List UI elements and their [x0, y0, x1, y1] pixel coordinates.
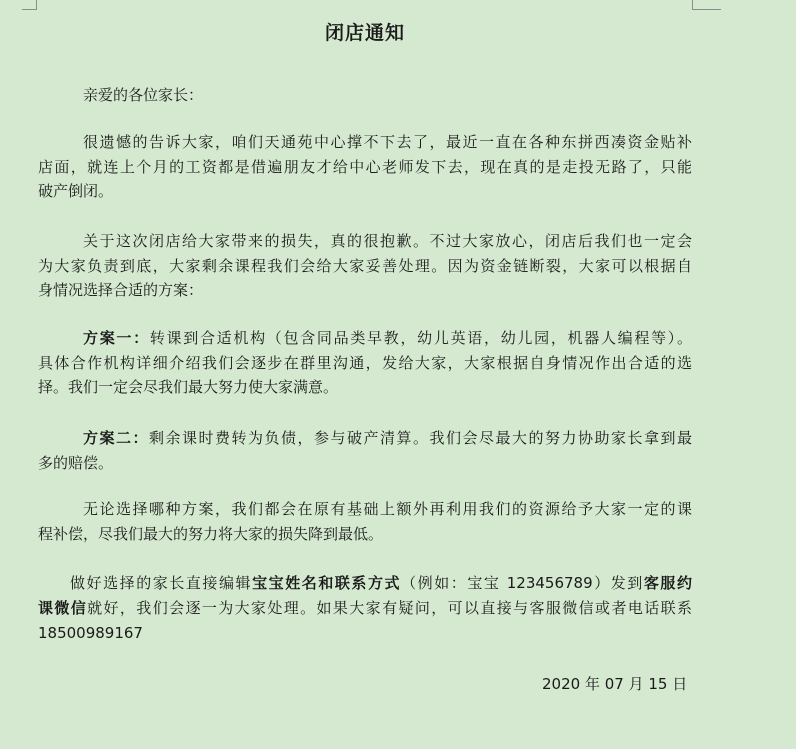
phone-number: 18500989167	[38, 624, 143, 642]
paragraph-line: 破产倒闭。	[38, 182, 114, 200]
paragraph-closure-reason	[38, 130, 692, 204]
paragraph-line	[38, 571, 692, 596]
paragraph-apology	[38, 229, 692, 303]
paragraph-line: 很遗憾的告诉大家，咱们天通苑中心撑不下去了，最近一直在各种东拼西凑资金贴补	[83, 133, 692, 151]
contact-text: 做好选择的家长直接编辑	[70, 574, 253, 592]
paragraph-contact-instructions	[38, 571, 692, 646]
paragraph-line: 具体合作机构详细介绍我们会逐步在群里沟通，发给大家，大家根据自身情况作出合适的选	[38, 353, 692, 372]
paragraph-line: 为大家负责到底，大家剩余课程我们会给大家妥善处理。因为资金链断裂，大家可以根据自	[38, 256, 692, 275]
paragraph-line	[38, 326, 692, 351]
contact-emphasis: 课微信	[38, 599, 88, 617]
contact-emphasis: 宝宝姓名和联系方式	[252, 574, 402, 592]
document-title: 闭店通知	[324, 22, 405, 44]
contact-text: （例如：宝宝 123456789）发到	[401, 574, 644, 592]
paragraph-line	[38, 596, 692, 621]
greeting-text: 亲爱的各位家长：	[83, 86, 204, 104]
plan-two-text: 剩余课时费转为负债，参与破产清算。我们会尽最大的努力协助家长拿到最	[149, 429, 692, 447]
paragraph-plan-one	[38, 326, 692, 400]
paragraph-line: 店面，就连上个月的工资都是借遍朋友才给中心老师发下去，现在真的是走投无路了，只能	[38, 157, 692, 176]
paragraph-line: 身情况选择合适的方案：	[38, 281, 204, 299]
paragraph-line: 多的赔偿。	[38, 453, 114, 472]
contact-text: 就好，我们会逐一为大家处理。如果大家有疑问，可以直接与客服微信或者电话联系	[87, 599, 692, 617]
paragraph-line: 择。我们一定会尽我们最大努力使大家满意。	[38, 378, 339, 396]
paragraph-plan-two	[38, 426, 692, 475]
contact-emphasis: 客服约	[643, 574, 692, 592]
plan-one-label: 方案一：	[83, 329, 150, 347]
paragraph-line: 关于这次闭店给大家带来的损失，真的很抱歉。不过大家放心，闭店后我们也一定会	[83, 232, 692, 250]
crop-mark-top-right	[692, 0, 721, 10]
paragraph-line	[38, 426, 692, 451]
plan-two-label: 方案二：	[83, 429, 149, 447]
paragraph-compensation	[38, 497, 692, 546]
plan-one-text: 转课到合适机构（包含同品类早教，幼儿英语，幼儿园，机器人编程等）。	[149, 329, 692, 347]
greeting	[38, 83, 692, 108]
paragraph-line: 程补偿，尽我们最大的努力将大家的损失降到最低。	[38, 524, 384, 543]
paragraph-line: 无论选择哪种方案，我们都会在原有基础上额外再利用我们的资源给予大家一定的课	[83, 500, 692, 518]
crop-mark-top-left	[22, 0, 37, 10]
document-date: 2020 年 07 月 15 日	[542, 675, 688, 693]
